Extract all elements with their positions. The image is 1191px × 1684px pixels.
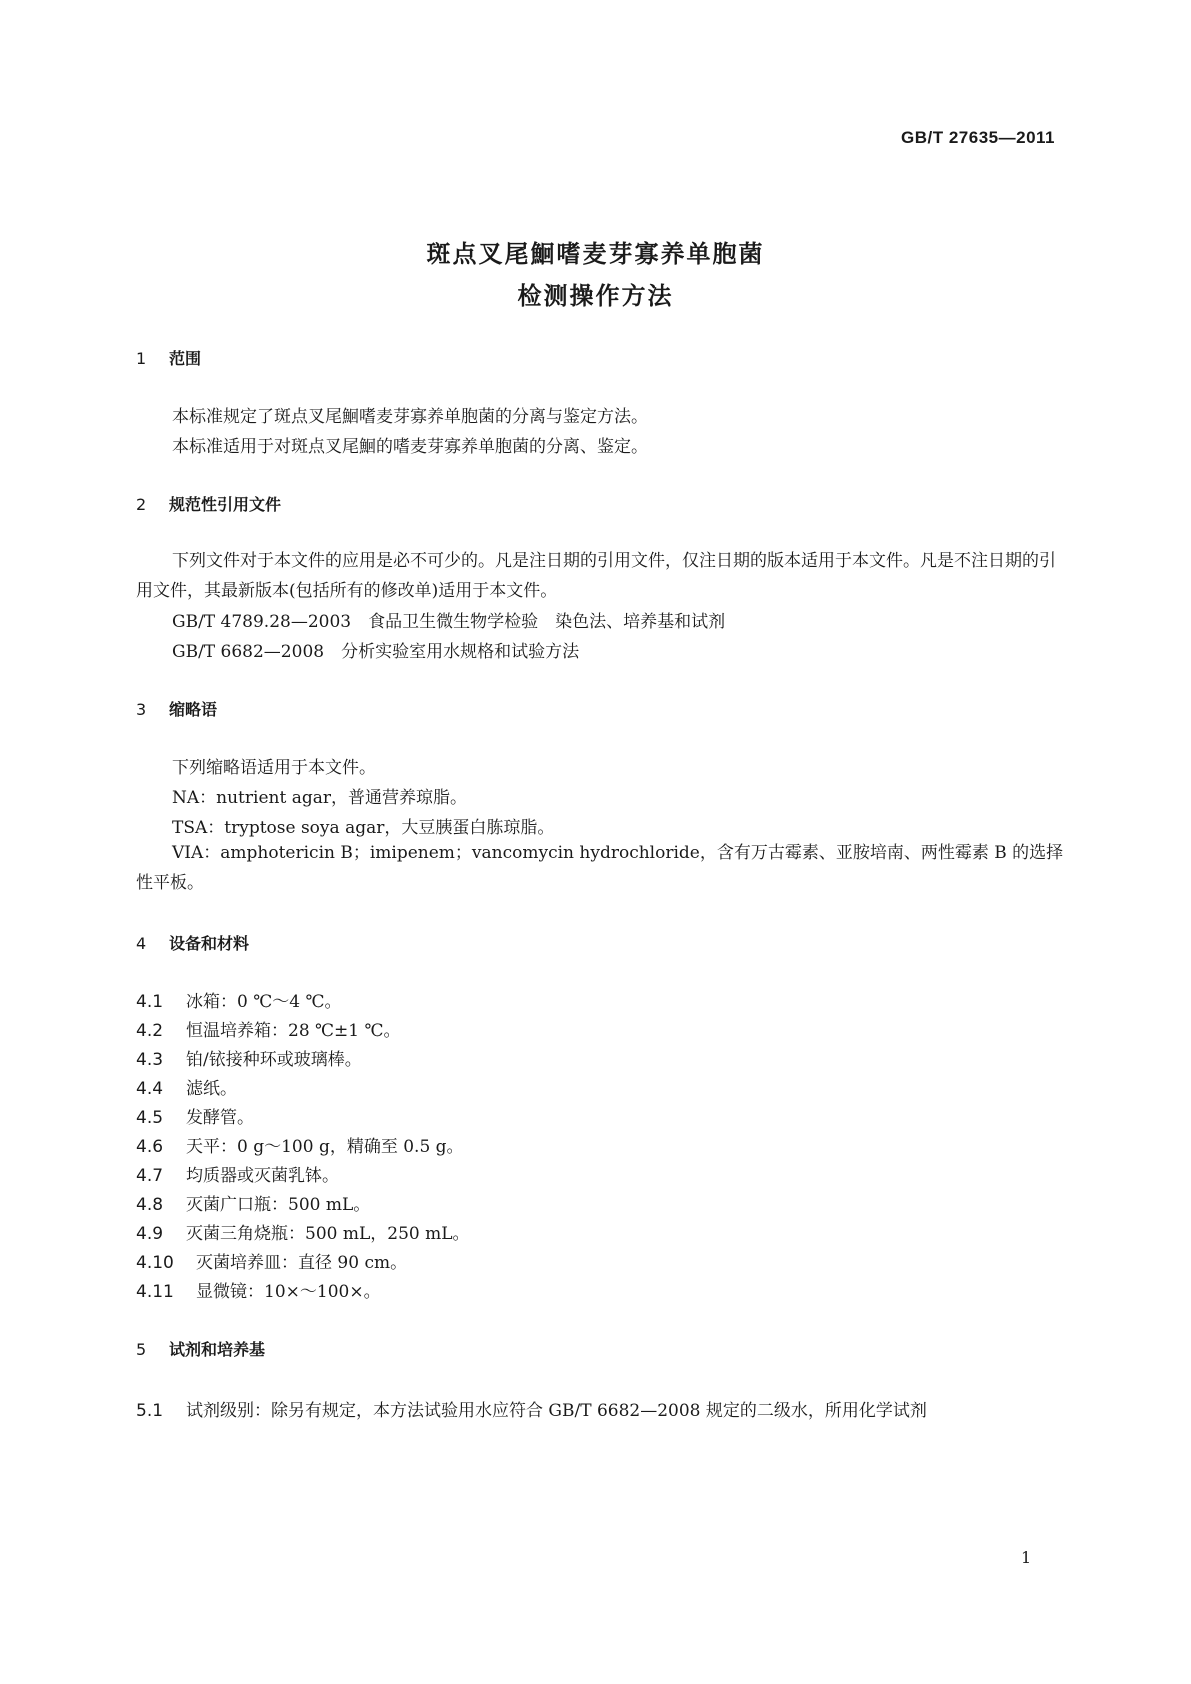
section-title: 规范性引用文件 <box>169 495 282 514</box>
section-number: 5 <box>136 1340 147 1359</box>
equipment-item <box>136 987 341 1012</box>
section-2-heading <box>136 492 281 515</box>
reagent-item <box>136 1396 927 1421</box>
item-number: 4.3 <box>136 1050 164 1070</box>
section-title: 范围 <box>169 349 202 368</box>
section-number: 1 <box>136 349 147 368</box>
item-text: 滤纸。 <box>186 1079 237 1099</box>
equipment-item <box>136 1074 237 1099</box>
abbreviation-na: NA：nutrient agar，普通营养琼脂。 <box>172 788 467 808</box>
abbreviations-intro: 下列缩略语适用于本文件。 <box>172 758 376 778</box>
section-title: 试剂和培养基 <box>169 1340 266 1359</box>
equipment-item <box>136 1045 362 1070</box>
section-4-heading <box>136 931 249 954</box>
section-title: 设备和材料 <box>169 934 250 953</box>
item-number: 4.1 <box>136 992 164 1012</box>
page-number: 1 <box>1021 1548 1032 1567</box>
equipment-item <box>136 1277 381 1302</box>
item-number: 4.7 <box>136 1166 164 1186</box>
item-number: 4.10 <box>136 1253 174 1273</box>
item-text: 试剂级别：除另有规定，本方法试验用水应符合 GB/T 6682—2008 规定的二级水，所用化学试剂 <box>186 1401 927 1421</box>
standard-code: GB/T 27635—2011 <box>901 128 1055 147</box>
item-text: 天平：0 g～100 g，精确至 0.5 g。 <box>186 1137 464 1157</box>
section-3-heading <box>136 697 217 720</box>
abbreviation-via: VIA：amphotericin B；imipenem；vancomycin hydrochloride，含有万古霉素、亚胺培南、两性霉素 B 的选择性平板。 <box>136 843 1064 893</box>
item-text: 灭菌三角烧瓶：500 mL，250 mL。 <box>186 1224 470 1244</box>
item-text: 发酵管。 <box>186 1108 254 1128</box>
item-text: 均质器或灭菌乳钵。 <box>186 1166 339 1186</box>
item-number: 4.9 <box>136 1224 164 1244</box>
section-number: 4 <box>136 934 147 953</box>
abbreviation-tsa: TSA：tryptose soya agar，大豆胰蛋白胨琼脂。 <box>172 818 555 838</box>
equipment-item <box>136 1190 370 1215</box>
document-title-line2: 检测操作方法 <box>517 282 674 310</box>
section-number: 3 <box>136 700 147 719</box>
section-title: 缩略语 <box>169 700 218 719</box>
equipment-item <box>136 1248 407 1273</box>
item-text: 冰箱：0 ℃～4 ℃。 <box>186 992 342 1012</box>
normative-reference-2: GB/T 6682—2008 分析实验室用水规格和试验方法 <box>172 642 580 662</box>
item-number: 4.5 <box>136 1108 164 1128</box>
item-number: 4.6 <box>136 1137 164 1157</box>
item-text: 显微镜：10×～100×。 <box>196 1282 381 1302</box>
equipment-item <box>136 1103 254 1128</box>
item-number: 4.8 <box>136 1195 164 1215</box>
equipment-item <box>136 1016 401 1041</box>
item-text: 恒温培养箱：28 ℃±1 ℃。 <box>186 1021 401 1041</box>
section-1-paragraph-2: 本标准适用于对斑点叉尾鮰的嗜麦芽寡养单胞菌的分离、鉴定。 <box>172 437 648 457</box>
equipment-item <box>136 1132 464 1157</box>
equipment-item <box>136 1219 470 1244</box>
item-text: 灭菌广口瓶：500 mL。 <box>186 1195 371 1215</box>
section-5-heading <box>136 1337 265 1360</box>
item-number: 5.1 <box>136 1401 164 1421</box>
section-1-paragraph-1: 本标准规定了斑点叉尾鮰嗜麦芽寡养单胞菌的分离与鉴定方法。 <box>172 407 648 427</box>
document-title-line1: 斑点叉尾鮰嗜麦芽寡养单胞菌 <box>426 240 765 268</box>
item-text: 铂/铱接种环或玻璃棒。 <box>186 1050 362 1070</box>
section-2-paragraph: 下列文件对于本文件的应用是必不可少的。凡是注日期的引用文件，仅注日期的版本适用于本文件。凡是不注日期的引用文件，其最新版本(包括所有的修改单)适用于本文件。 <box>136 551 1056 601</box>
item-number: 4.4 <box>136 1079 164 1099</box>
equipment-item <box>136 1161 339 1186</box>
section-1-heading <box>136 346 201 369</box>
normative-reference-1: GB/T 4789.28—2003 食品卫生微生物学检验 染色法、培养基和试剂 <box>172 612 726 632</box>
item-number: 4.11 <box>136 1282 174 1302</box>
item-number: 4.2 <box>136 1021 164 1041</box>
section-number: 2 <box>136 495 147 514</box>
item-text: 灭菌培养皿：直径 90 cm。 <box>196 1253 408 1273</box>
